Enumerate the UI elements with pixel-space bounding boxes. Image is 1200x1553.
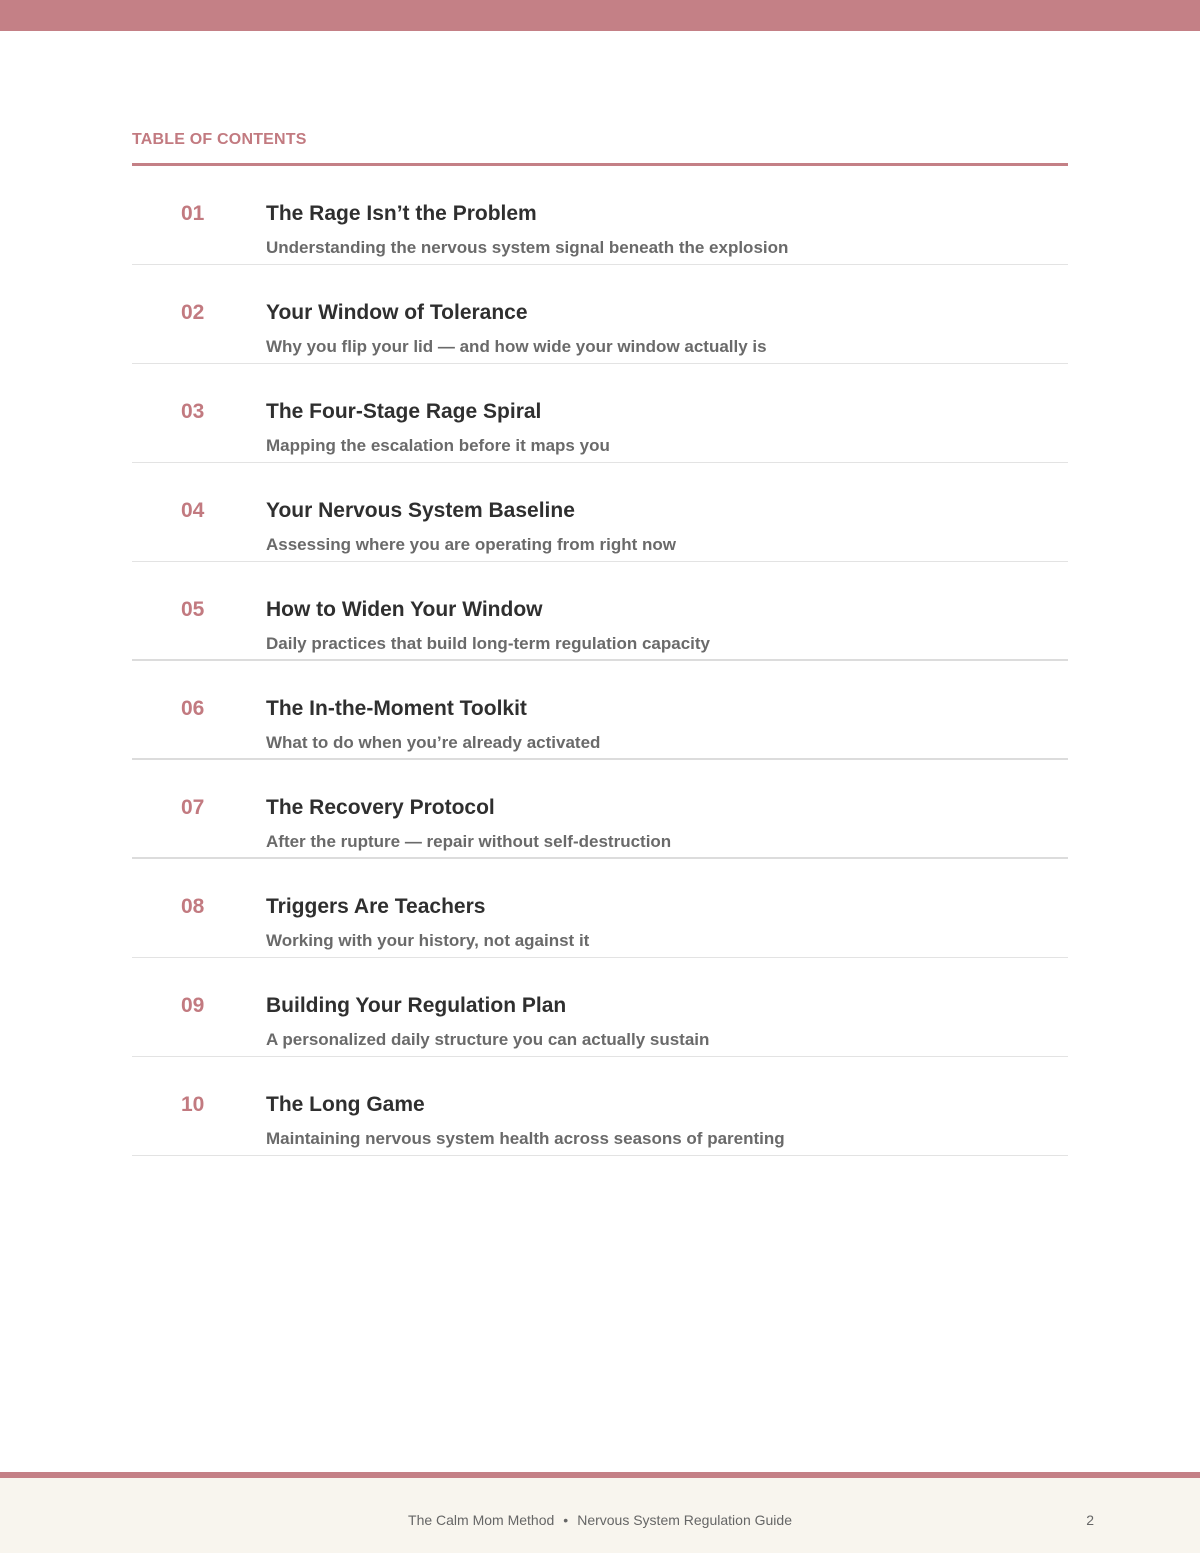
footer-guide-title: Nervous System Regulation Guide	[577, 1512, 792, 1528]
toc-entry-06[interactable]	[132, 661, 1068, 760]
footer-separator: •	[563, 1512, 569, 1528]
chapter-subtitle: Daily practices that build long-term regulation capacity	[266, 634, 710, 653]
footer-book-title: The Calm Mom Method	[408, 1512, 555, 1528]
chapter-number: 04	[181, 499, 205, 522]
table-of-contents	[132, 130, 1068, 1156]
top-accent-band	[0, 0, 1200, 31]
chapter-subtitle: Mapping the escalation before it maps you	[266, 436, 610, 455]
chapter-subtitle: Assessing where you are operating from right now	[266, 535, 676, 554]
chapter-title: How to Widen Your Window	[266, 598, 543, 621]
chapter-subtitle: Understanding the nervous system signal beneath the explosion	[266, 238, 789, 257]
chapter-number: 08	[181, 895, 205, 918]
chapter-title: The Recovery Protocol	[266, 796, 495, 819]
footer-accent-rule	[0, 1472, 1200, 1478]
chapter-title: The Rage Isn’t the Problem	[266, 202, 537, 225]
toc-entry-05[interactable]	[132, 562, 1068, 661]
chapter-subtitle: A personalized daily structure you can actually sustain	[266, 1030, 710, 1049]
toc-entry-03[interactable]	[132, 364, 1068, 463]
chapter-subtitle: Maintaining nervous system health across seasons of parenting	[266, 1129, 785, 1148]
chapter-number: 06	[181, 697, 205, 720]
chapter-number: 07	[181, 796, 205, 819]
chapter-number: 03	[181, 400, 205, 423]
toc-entry-02[interactable]	[132, 265, 1068, 364]
chapter-subtitle: After the rupture — repair without self-destruction	[266, 832, 672, 851]
chapter-title: Triggers Are Teachers	[266, 895, 486, 918]
chapter-number: 10	[181, 1093, 205, 1116]
chapter-title: The Long Game	[266, 1093, 425, 1116]
chapter-title: The Four-Stage Rage Spiral	[266, 400, 542, 423]
toc-entry-01[interactable]	[132, 166, 1068, 265]
chapter-subtitle: What to do when you’re already activated	[266, 733, 601, 752]
toc-list	[132, 166, 1068, 1156]
chapter-title: Your Window of Tolerance	[266, 301, 528, 324]
chapter-subtitle: Why you flip your lid — and how wide your window actually is	[266, 337, 767, 356]
chapter-title: The In-the-Moment Toolkit	[266, 697, 527, 720]
chapter-title: Your Nervous System Baseline	[266, 499, 575, 522]
chapter-number: 05	[181, 598, 205, 621]
chapter-number: 01	[181, 202, 205, 225]
toc-entry-08[interactable]	[132, 859, 1068, 958]
toc-entry-07[interactable]	[132, 760, 1068, 859]
footer-caption	[0, 1511, 1200, 1529]
toc-entry-04[interactable]	[132, 463, 1068, 562]
page-footer	[0, 1472, 1200, 1553]
toc-entry-10[interactable]	[132, 1057, 1068, 1156]
toc-heading: TABLE OF CONTENTS	[132, 131, 307, 148]
chapter-number: 09	[181, 994, 205, 1017]
chapter-title: Building Your Regulation Plan	[266, 994, 567, 1017]
chapter-number: 02	[181, 301, 205, 324]
toc-entry-09[interactable]	[132, 958, 1068, 1057]
chapter-subtitle: Working with your history, not against it	[266, 931, 590, 950]
page-number: 2	[1086, 1512, 1094, 1528]
